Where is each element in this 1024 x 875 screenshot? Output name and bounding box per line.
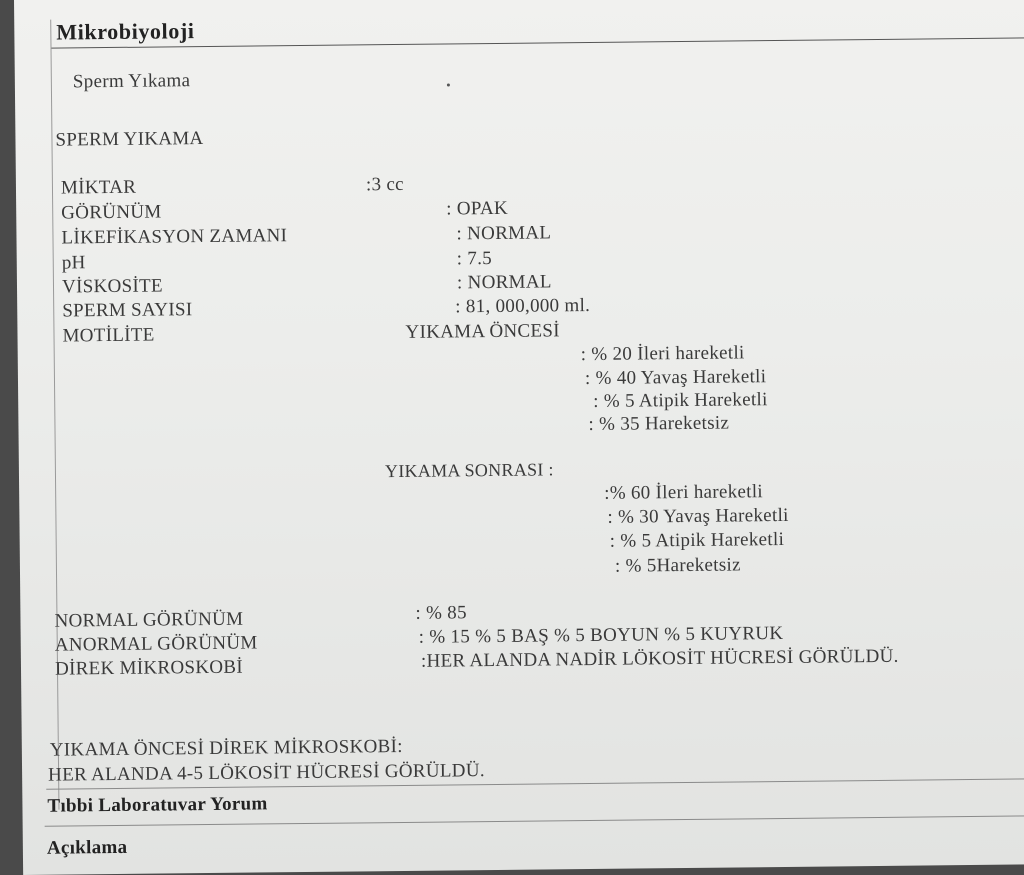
after-wash-item: :% 60 İleri hareketli [604,481,764,504]
morph-label-direk: DİREK MİKROSKOBİ [54,656,244,680]
morph-value-anormal: : % 15 % 5 BAŞ % 5 BOYUN % 5 KUYRUK [418,622,784,648]
morph-label-normal: NORMAL GÖRÜNÜM [54,608,244,632]
param-value-miktar: :3 cc [365,173,404,196]
footer-divider-2 [45,815,1024,826]
section-heading: SPERM YIKAMA [55,128,204,151]
lab-report-paper [14,0,1024,875]
param-value-ph: : 7.5 [456,248,493,270]
after-wash-item: : % 30 Yavaş Hareketli [607,504,789,528]
param-label-motilite: MOTİLİTE [62,324,155,347]
after-wash-item: : % 5 Atipik Hareketli [609,528,785,552]
before-wash-item: : % 40 Yavaş Hareketli [584,366,767,390]
param-value-viskosite: : NORMAL [456,271,552,294]
param-label-gorunum: GÖRÜNÜM [61,201,162,224]
test-name: Sperm Yıkama [72,70,191,93]
param-label-viskosite: VİSKOSİTE [61,275,163,298]
param-label-miktar: MİKTAR [60,176,137,199]
morph-label-anormal: ANORMAL GÖRÜNÜM [54,632,258,656]
header-divider [51,37,1024,48]
pre-wash-microscopy-title: YIKAMA ÖNCESİ DİREK MİKROSKOBİ: [49,735,403,761]
param-label-likefikasyon: LİKEFİKASYON ZAMANI [61,225,288,249]
param-label-ph: pH [61,252,86,274]
before-wash-item: : % 20 İleri hareketli [580,342,745,366]
before-wash-item: : % 35 Hareketsiz [588,412,730,436]
morph-value-direk: :HER ALANDA NADİR LÖKOSİT HÜCRESİ GÖRÜLDÜ. [420,645,899,672]
pre-wash-heading: YIKAMA ÖNCESİ [405,320,560,343]
stray-mark [447,83,450,86]
pre-wash-microscopy-text: HER ALANDA 4-5 LÖKOSİT HÜCRESİ GÖRÜLDÜ. [48,760,485,786]
explanation-label: Açıklama [46,836,128,859]
before-wash-item: : % 5 Atipik Hareketli [593,389,768,412]
param-value-gorunum: : OPAK [446,197,509,220]
lab-comment-label: Tıbbi Laboratuvar Yorum [47,793,268,817]
after-wash-heading: YIKAMA SONRASI : [384,459,554,482]
param-value-sperm-sayisi: : 81, 000,000 ml. [455,294,591,318]
report-section-title: Mikrobiyoloji [56,18,195,45]
after-wash-item: : % 5Hareketsiz [614,554,741,577]
param-label-sperm-sayisi: SPERM SAYISI [62,299,193,322]
param-value-likefikasyon: : NORMAL [456,222,552,245]
morph-value-normal: : % 85 [415,602,467,624]
